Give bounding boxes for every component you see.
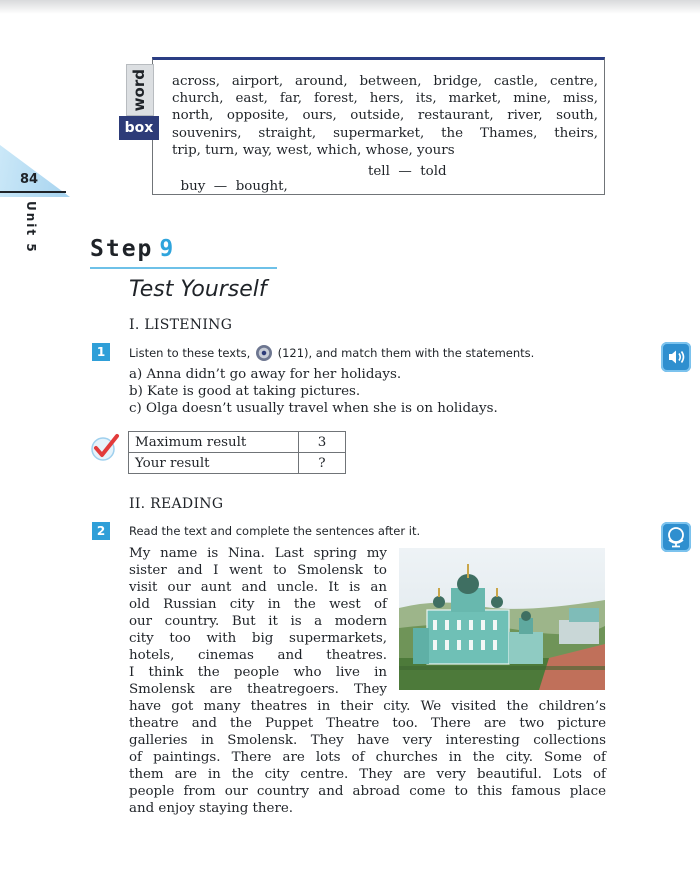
task-number-2: 2 <box>92 522 110 540</box>
word-box-label-word <box>126 64 154 116</box>
verb-form-buy: buy — bought, <box>180 179 288 194</box>
reading-line: them are in the city centre. They are very beautiful. Lots of <box>129 767 606 782</box>
reading-line: have got many theatres in their city. We visited the children’s <box>129 699 606 714</box>
listening-instruction-end: (121), and match them with the statements. <box>277 346 535 360</box>
step-label: Step <box>90 236 154 262</box>
page-top-shadow <box>0 0 700 14</box>
unit-side-tab <box>0 145 70 197</box>
page-title: Test Yourself <box>129 277 267 302</box>
reading-line: galleries in Smolensk. They have very interesting collections <box>129 733 606 748</box>
checkmark-icon <box>90 432 120 462</box>
reading-line: I think the people who live in <box>129 665 387 680</box>
reading-line: hotels, cinemas and theatres. <box>129 648 387 663</box>
page-number: 84 <box>20 172 39 187</box>
verb-form-tell: tell — told <box>368 164 447 179</box>
reading-line: our country. But it is a modern <box>129 614 387 629</box>
table-cell-label: Your result <box>129 453 299 474</box>
reading-line: Smolensk are theatregoers. They <box>129 682 387 697</box>
word-box-text <box>172 73 598 159</box>
table-cell-value: ? <box>299 453 346 474</box>
word-box-line: across, airport, around, between, bridge, castle, centre, <box>172 74 598 89</box>
word-box-line: souvenirs, straight, supermarket, the Thames, theirs, <box>172 125 598 141</box>
table-cell-value: 3 <box>299 432 346 453</box>
reading-line: theatre and the Puppet Theatre too. There are two picture <box>129 716 606 731</box>
reading-heading: II. READING <box>129 496 224 512</box>
reading-line: and enjoy staying there. <box>129 801 294 816</box>
reading-line: of paintings. There are lots of churches in the city. Some of <box>129 750 606 765</box>
result-table <box>128 431 346 474</box>
reading-line: old Russian city in the west of <box>129 597 387 612</box>
word-box-line: north, opposite, ours, outside, restaurant, river, south, <box>172 108 598 124</box>
unit-label: Unit 5 <box>24 201 38 254</box>
listening-instruction-start: Listen to these texts, <box>129 346 251 360</box>
reading-line: city too with big supermarkets, <box>129 631 387 646</box>
speaker-icon <box>661 342 691 372</box>
statement-a: a) Anna didn’t go away for her holidays. <box>129 367 402 382</box>
step-heading <box>90 236 175 262</box>
word-box-verb-forms <box>172 164 447 209</box>
globe-button[interactable] <box>661 522 691 552</box>
reading-text <box>129 545 606 817</box>
reading-line: My name is Nina. Last spring my <box>129 546 387 561</box>
task-number-1: 1 <box>92 343 110 361</box>
reading-line: visit our aunt and uncle. It is an <box>129 580 387 595</box>
table-cell-label: Maximum result <box>129 432 299 453</box>
table-row <box>129 453 346 474</box>
word-box-line: church, east, far, forest, hers, its, market, mine, miss, <box>172 91 598 107</box>
statement-b: b) Kate is good at taking pictures. <box>129 384 361 399</box>
word-box-label-box: box <box>119 116 159 140</box>
cd-icon <box>256 345 272 361</box>
step-underline <box>90 267 277 269</box>
statement-c: c) Olga doesn’t usually travel when she is on holidays. <box>129 401 498 416</box>
reading-line: sister and I went to Smolensk to <box>129 563 387 578</box>
step-number: 9 <box>159 236 176 262</box>
word-box-line: trip, turn, way, west, which, whose, yours <box>172 142 455 158</box>
globe-icon <box>661 522 691 552</box>
reading-line: people from our country and abroad come to this famous place <box>129 784 606 799</box>
table-row <box>129 432 346 453</box>
reading-instruction: Read the text and complete the sentences after it. <box>129 524 421 538</box>
listening-heading: I. LISTENING <box>129 317 233 333</box>
listening-instruction <box>129 345 534 361</box>
word-box-label-word-text: word <box>130 69 148 112</box>
listening-statements <box>129 366 498 417</box>
page-number-rule <box>0 191 66 193</box>
audio-button[interactable] <box>661 342 691 372</box>
